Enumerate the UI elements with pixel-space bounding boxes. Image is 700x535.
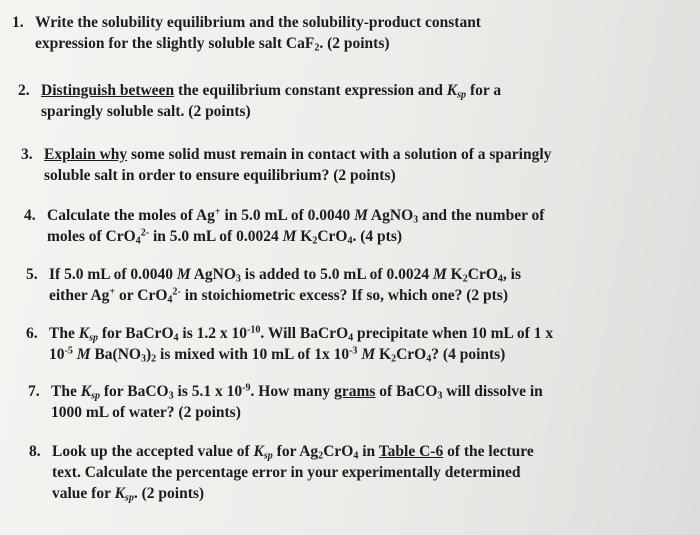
question-line: If 5.0 mL of 0.0040 M AgNO$_3$ is added to 5.0 mL of 0.0024 M $K_2CrO_4$, is (49, 266, 522, 285)
question-line: Distinguish between the equilibrium constant expression and $K_{sp}$ for a (41, 82, 502, 101)
question-text (49, 323, 553, 365)
question-line: 1000 mL of water? (2 points) (51, 404, 241, 421)
question-line: either Ag+ or CrO$_4^{2-}$ in stoichiometric excess? If so, which one? (2 pts) (49, 286, 509, 306)
question-text (51, 381, 543, 423)
question-text (41, 80, 501, 122)
question-line: $10^{-5}$ M $Ba(NO_3)_2$ is mixed with 10 mL of 1x $10^{-3}$ M $K_2CrO_4$? (4 points) (49, 345, 506, 365)
question-line: expression for the slightly soluble salt CaF$_2$. (2 points) (35, 35, 390, 54)
question-text (47, 205, 544, 247)
question-line: value for $K_{sp}$. (2 points) (52, 485, 205, 504)
question-number: 7. (28, 383, 40, 400)
question-number: 4. (24, 207, 36, 224)
question-number: 5. (26, 266, 38, 283)
question-text (52, 441, 534, 504)
question-line: soluble salt in order to ensure equilibrium? (2 points) (44, 167, 396, 184)
question-number: 3. (21, 146, 33, 163)
question-line: Explain why some solid must remain in contact with a solution of a sparingly (44, 146, 552, 163)
question-line: moles of CrO$_4^{2-}$ in 5.0 mL of 0.0024 M $K_2CrO_4$. (4 pts) (47, 227, 403, 247)
question-line: sparingly soluble salt. (2 points) (41, 103, 251, 120)
question-line: Look up the accepted value of $K_{sp}$ for $Ag_2CrO_4$ in Table C-6 of the lecture (52, 443, 534, 462)
question-text (44, 144, 551, 186)
question-line: The $K_{sp}$ for BaCO$_3$ is 5.1 x $10^{-9}$. How many grams of BaCO$_3$ will dissolve in (51, 382, 543, 402)
question-line: Calculate the moles of Ag+ in 5.0 mL of 0.0040 M AgNO$_3$ and the number of (47, 206, 545, 226)
question-number: 2. (18, 82, 30, 99)
question-line: The $K_{sp}$ for BaCrO$_4$ is 1.2 x $10^{-10}$. Will BaCrO$_4$ precipitate when 10 mL of 1 x (49, 324, 554, 344)
question-text (49, 264, 521, 306)
question-number: 6. (26, 325, 38, 342)
question-line: text. Calculate the percentage error in your experimentally determined (52, 464, 521, 481)
question-number: 8. (29, 443, 41, 460)
question-number: 1. (12, 14, 24, 31)
question-line: Write the solubility equilibrium and the solubility-product constant (35, 14, 481, 31)
question-text (35, 12, 481, 54)
